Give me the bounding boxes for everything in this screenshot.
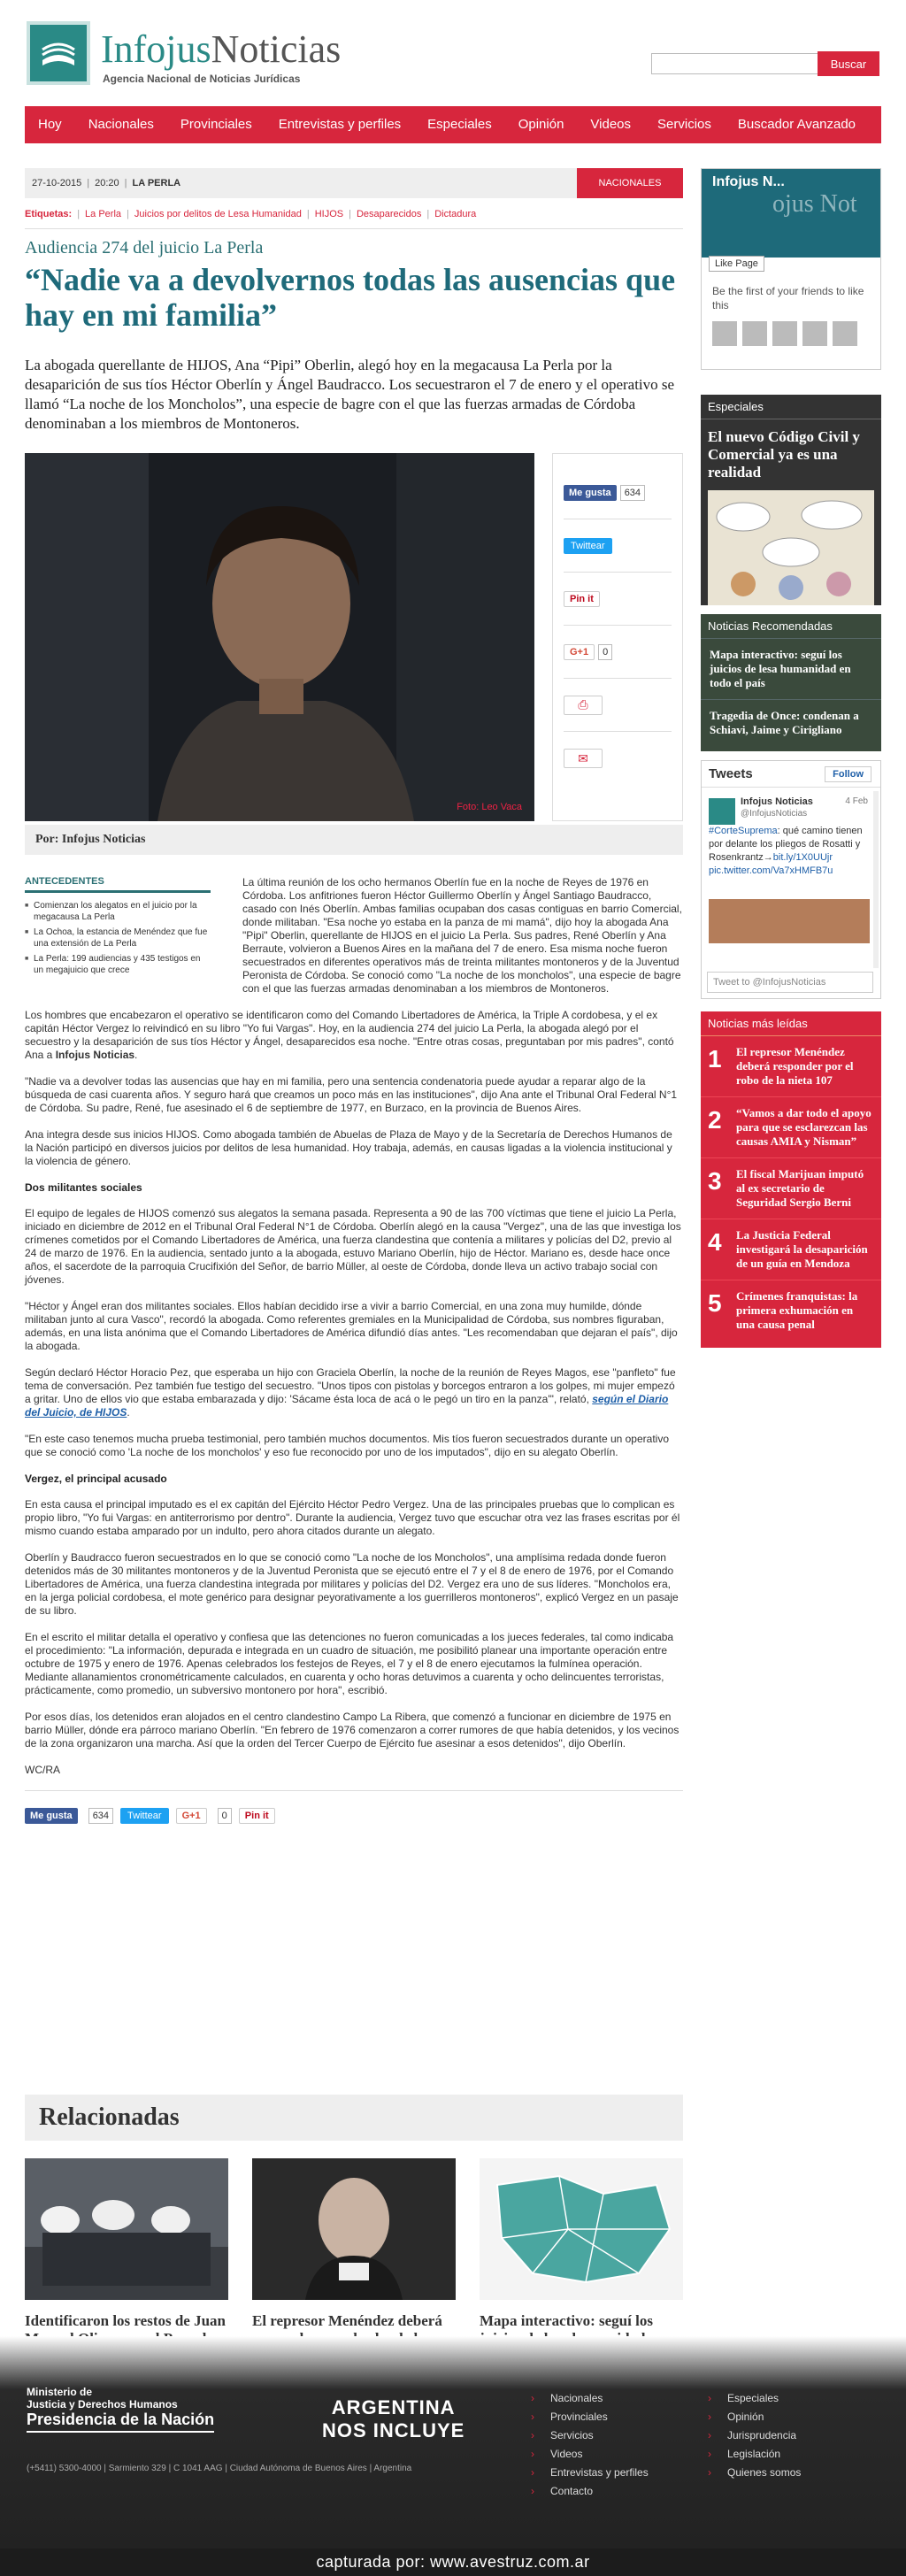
related-title: Relacionadas — [25, 2095, 683, 2141]
article-byline: Por: Infojus Noticias — [25, 825, 683, 855]
photo-credit: Foto: Leo Vaca — [457, 802, 522, 812]
tweet-body: : qué camino tienen por delante los pliegos de Rosatti y Rosenkrantz→ — [709, 826, 863, 863]
article-paragraph: "En este caso tenemos mucha prueba testimonial, pero también muchos documentos. Mis tíos fueron secuestrados durante un operativo que se conoció como 'La noche de los moncholos' y eso fue reconocido por uno de los imputados", dijo en su alegato Oberlín. — [25, 1433, 669, 1458]
tag-separator: | — [349, 209, 351, 219]
related-headline[interactable]: Mapa interactivo: seguí los — [480, 2312, 653, 2329]
argentina-nos-incluye-logo — [322, 2396, 465, 2442]
diario-del-juicio-link[interactable]: según el Diario del Juicio, de HIJOS — [25, 1393, 669, 1419]
footer-address: (+5411) 5300-4000 | Sarmiento 329 | C 1041 AAG | Ciudad Autónoma de Buenos Aires | Argentina — [27, 2464, 412, 2473]
tag-link[interactable]: Dictadura — [434, 209, 477, 219]
article-body — [25, 876, 683, 1826]
tweets-title: Tweets — [709, 766, 753, 781]
nav-servicios[interactable]: Servicios — [657, 117, 711, 132]
twitter-follow-button[interactable]: Follow — [825, 766, 871, 782]
share-email — [564, 732, 672, 785]
nav-entrevistas[interactable]: Entrevistas y perfiles — [278, 117, 402, 132]
related-headline[interactable]: El represor Menéndez deberá — [252, 2312, 442, 2329]
article-paragraph: Por esos días, los detenidos eran alojados en el centro clandestino Campo La Ribera, que comenzó a funcionar en diciembre de 1975 en barrio Müller, dónde era párroco mariano Oberlín. "En febrero de 1976 comenzaron a correr rumores de que había detenidos, y los vecinos de la zona organizaron una marcha. Así que la orden del Tercer Cuerpo de Ejército fue asesinar a esos detenidos", dijo Oberlín. — [25, 1711, 680, 1749]
footer-links-col2 — [708, 2389, 885, 2501]
paragraph-text: Según declaró Héctor Horacio Pez, que esperaba un hijo con Graciela Oberlín, la noche de la reunión de Reyes Magos, ese "panfleto" fue tema de conversación. Pez también fue testigo del secuestro. "Unos tipos con pistolas y borcegos entraron a los golpes, mi mujer empezó a gritar. Uno de ellos vio que estaba embarazada y dijo: 'Sácame ésta loca de acá o le pegó un tiro en la panza'", relató, — [25, 1366, 676, 1405]
footer-link[interactable]: › Especiales — [708, 2389, 885, 2408]
mas-leida-headline[interactable]: El represor Menéndez deberá responder por el robo de la nieta 107 — [736, 1045, 854, 1087]
article-paragraph: "Héctor y Ángel eran dos militantes sociales. Ellos habían decidido irse a vivir a barrio Comercial, en una zona muy humilde, dónde militaban junto al cura Vasco", recordó la abogada. Como referentes gremiales en la Municipalidad de Córdoba, sus nombres figuraban, además, en una lista anónima que el Comando Libertadores de América difundió días antes. "Les recomendaban que dejaran el país", dijo la abogada. — [25, 1300, 678, 1352]
tag-separator: | — [77, 209, 81, 219]
twitter-scrollbar[interactable] — [873, 791, 879, 968]
article-meta-bar — [25, 168, 683, 198]
footer-link[interactable]: › Jurisprudencia — [708, 2426, 885, 2445]
meta-separator: | — [87, 178, 90, 188]
nav-nacionales[interactable]: Nacionales — [88, 117, 154, 132]
facebook-widget-text: Be the first of your friends to like this — [712, 285, 864, 311]
related-headline[interactable]: Identificaron los restos de Juan — [25, 2312, 226, 2329]
logo-infojus: Infojus — [101, 27, 211, 71]
site-logo[interactable] — [27, 21, 380, 92]
divider — [25, 228, 683, 229]
tweet-text — [709, 825, 868, 878]
gplus-button[interactable]: G+1 — [564, 644, 595, 660]
ministerio-line1: Ministerio de — [27, 2386, 93, 2398]
paragraph-bold: Infojus Noticias — [55, 1049, 135, 1061]
search-button[interactable]: Buscar — [818, 51, 879, 76]
mas-leida-item[interactable] — [701, 1158, 881, 1219]
site-header — [0, 0, 906, 106]
argentina-line1: ARGENTINA — [331, 2396, 456, 2418]
article-paragraph: Oberlín y Baudracco fueron secuestrados en lo que se conoció como "La noche de los Moncholos", una amplísima redada donde fueron detenidos más de 30 militantes montoneros y de la Juventud Peronista que se ejecutó entre el 7 y el 8 de enero de 1976, por el Comando Libertadores de América, una fuerza clandestina integrada por militares y policías del D2. Vergez era uno de sus líderes. "Moncholos era, en la jerga policial cordobesa, el mote genérico para designar peyorativamente a los guerrilleros montoneros", explicó Vergez en un pasaje de su libro. — [25, 1551, 679, 1617]
recomendada-link[interactable]: Mapa interactivo: seguí los juicios de lesa humanidad en todo el país — [701, 639, 881, 700]
tag-link[interactable]: Juicios por delitos de Lesa Humanidad — [134, 209, 302, 219]
share-print — [564, 679, 672, 732]
facebook-like-button[interactable]: Me gusta — [564, 485, 617, 501]
pinterest-button[interactable]: Pin it — [564, 591, 600, 607]
sidebar — [701, 168, 881, 1348]
nav-opinion[interactable]: Opinión — [518, 117, 564, 132]
recomendada-link[interactable]: Tragedia de Once: condenan a Schiavi, Jaime y Cirigliano — [710, 709, 859, 736]
logo-book-icon — [27, 21, 90, 85]
ministerio-logo[interactable] — [27, 2386, 178, 2411]
especiales-title: Especiales — [701, 395, 881, 419]
paragraph-text: . — [134, 1049, 138, 1061]
share-gplus — [564, 626, 672, 679]
article-subheading: Vergez, el principal acusado — [25, 1473, 167, 1485]
facebook-cover — [702, 169, 880, 258]
related-card[interactable] — [25, 2158, 228, 2365]
friend-avatar — [742, 321, 767, 346]
article-paragraph: En esta causa el principal imputado es el ex capitán del Ejército Héctor Pedro Vergez. Una de las principales pruebas que lo complican es propio libro, "Yo fui Vargas: en antiterrorismo por dentro". Durante la audiencia, Vergez tuvo que escuchar otra vez las frases escritas por él mismo cuando estaba amparado por un indulto, pero ahora citados durante un alegato. — [25, 1498, 680, 1537]
related-image[interactable] — [252, 2158, 456, 2300]
tweet-hashtag[interactable]: #CorteSuprema — [709, 826, 778, 836]
facebook-like-page-button[interactable]: Like Page — [709, 256, 764, 272]
gplus-count: 0 — [598, 644, 612, 660]
mas-leida-rank: 1 — [708, 1045, 722, 1073]
twitter-widget — [701, 760, 881, 999]
argentina-line2: NOS INCLUYE — [322, 2419, 465, 2441]
antecedentes-box — [25, 876, 211, 980]
friend-avatar — [712, 321, 737, 346]
footer-link[interactable]: › Opinión — [708, 2408, 885, 2426]
article-paragraph: "Nadie va a devolver todas las ausencias que hay en mi familia, pero una sentencia condenatoria puede ayudar a reparar algo de la búsqueda de casi cuarenta años. Y seguro hará que creamos un poco más en las instituciones", dijo Ana ante el Tribunal Oral Federal N°1 de Córdoba. Su padre, René, fue asesinado el 6 de septiembre de 1977, en Burzaco, en la provincia de Buenos Aires. — [25, 1075, 678, 1114]
recomendadas-title: Noticias Recomendadas — [701, 614, 881, 639]
related-image[interactable] — [480, 2158, 683, 2300]
section-badge[interactable]: NACIONALES — [577, 168, 683, 198]
logo-wordmark — [101, 28, 341, 71]
article-paragraph: El equipo de legales de HIJOS comenzó sus alegatos la semana pasada. Representa a 90 de las 700 víctimas que tiene el juicio La Perla, iniciado en diciembre de 2012 en el Tribunal Oral Federal N°1 de Córdoba. Oberlín alegó en la causa "Vergez", una de las que investiga los crímenes cometidos por el Comando Libertadores de América, una fuerza clandestina que contenía a militares y policías del D2, previo al 24 de marzo de 1976. En la audiencia, sentado junto a la abogada, estuvo Mariano Oberlín, hijo de Héctor. Mariano es, desde hace once años, el sacerdote de la parroquia Crucifixión del Señor, de barrio Müller, al oeste de Córdoba, donde lleva un activo trabajo social con jóvenes. — [25, 1207, 681, 1286]
facebook-like-button[interactable]: Me gusta — [25, 1808, 78, 1824]
related-grid — [25, 2158, 683, 2365]
facebook-like-count: 634 — [88, 1808, 113, 1824]
mas-leida-headline[interactable]: El fiscal Marijuan imputó al ex secretario de Seguridad Sergio Berni — [736, 1167, 864, 1209]
mas-leida-headline[interactable]: La Justicia Federal investigará la desaparición de un guía en Mendoza — [736, 1228, 868, 1270]
article-tags — [25, 209, 683, 219]
facebook-page-name[interactable]: Infojus N... — [712, 174, 785, 189]
article-signature: WC/RA — [25, 1764, 60, 1776]
footer-link[interactable]: › Contacto — [531, 2482, 708, 2501]
pinterest-button[interactable]: Pin it — [239, 1808, 275, 1824]
share-column — [552, 453, 683, 821]
article-kicker: Audiencia 274 del juicio La Perla — [25, 238, 264, 258]
especiales-box — [701, 395, 881, 605]
mas-leida-headline[interactable]: Crímenes franquistas: la primera exhumación en una causa penal — [736, 1289, 858, 1331]
tag-separator: | — [426, 209, 430, 219]
footer-link[interactable]: › Entrevistas y perfiles — [531, 2464, 708, 2482]
mas-leida-rank: 4 — [708, 1228, 722, 1256]
footer-links-col1 — [531, 2389, 708, 2501]
mas-leida-item[interactable] — [701, 1219, 881, 1280]
paragraph-text: . — [127, 1406, 130, 1419]
facebook-widget — [701, 168, 881, 370]
tags-label: Etiquetas: — [25, 209, 73, 219]
article-paragraph: La última reunión de los ocho hermanos Oberlín fue en la noche de Reyes de 1976 en Córdoba. Los anfitriones fueron Héctor Guillermo Oberlín y Ángel Santiago Baudracco, casado con Inés Oberlín. Ambas familias ocupaban dos casas contiguas en barrio Comercial, donde militaban. "Esa noche yo estaba en la panza de mi mamá", dijo hoy la abogada Ana "Pipi" Oberlin, querellante de HIJOS en el juicio La Perla. Sus padres, René Oberlín y Ana Berraute, volvieron a Buenos Aires en la mañana del 7 de enero. Esa misma noche fueron secuestrados en diferentes operativos más de treinta militantes montoneros y de la Juventud Peronista de Córdoba. Se conoció como "La noche de los moncholos", una especie de bagre con el que las fuerzas armadas denominaban a los miembros de Montoneros. — [242, 876, 682, 995]
site-footer — [0, 2336, 906, 2549]
nav-buscador[interactable]: Buscador Avanzado — [737, 117, 856, 132]
nav-especiales[interactable]: Especiales — [427, 117, 492, 132]
related-image[interactable] — [25, 2158, 228, 2300]
article-headline: “Nadie va a devolvernos todas las ausencias que hay en mi familia” — [25, 262, 676, 333]
mas-leida-item[interactable] — [701, 1097, 881, 1158]
friend-avatar — [772, 321, 797, 346]
tweet-link[interactable]: bit.ly/1X0UUjr pic.twitter.com/Va7xHMFB7u — [709, 852, 833, 876]
twitter-widget-header — [702, 761, 880, 788]
meta-separator: | — [124, 178, 127, 188]
footer-links — [531, 2389, 885, 2501]
recomendadas-box — [701, 614, 881, 751]
paragraph-text: Los hombres que encabezaron el operativo se identificaron como del Comando Libertadores de América, la Triple A cordobesa, y el ex capitán Héctor Vergez lo reivindicó en su libro "Yo fui Vargas". Hoy, en la audiencia 274 del juicio La Perla, la abogada alegó por el secuestro y la desaparición de sus tíos Héctor y Ángel, desaparecidos esa noche. "Entre otras cosas, preguntaban por mis padres", contó Ana a — [25, 1009, 674, 1061]
mas-leida-item[interactable] — [701, 1036, 881, 1097]
antecedente-link[interactable]: ■ La Perla: 199 audiencias y 435 testigos en un megajuicio que crece — [25, 953, 211, 976]
logo-noticias: Noticias — [211, 27, 342, 71]
tweet-avatar[interactable] — [709, 798, 735, 825]
footer-link[interactable]: › Provinciales — [531, 2408, 708, 2426]
tag-link[interactable]: HIJOS — [314, 209, 344, 219]
mas-leida-headline[interactable]: “Vamos a dar todo el apoyo para que se esclarezcan las causas AMIA y Nisman” — [736, 1106, 871, 1148]
article-lead: La abogada querellante de HIJOS, Ana “Pipi” Oberlin, alegó hoy en la megacausa La Perla por la desaparición de sus tíos Héctor Oberlín y Ángel Baudracco. Los secuestraron el 7 de enero y el operativo se llamó “La noche de los Moncholos”, una especie de bagre con el que las fuerzas armadas de Córdoba denominaban a los miembros de Montoneros. — [25, 357, 675, 432]
article-paragraph — [25, 1366, 683, 1419]
logo-subtitle: Agencia Nacional de Noticias Jurídicas — [103, 73, 301, 85]
gplus-count: 0 — [218, 1808, 232, 1824]
footer-link[interactable]: › Nacionales — [531, 2389, 708, 2408]
article-column — [25, 168, 683, 1826]
footer-link[interactable]: › Quienes somos — [708, 2464, 885, 2482]
antecedentes-title: ANTECEDENTES — [25, 876, 211, 893]
friend-avatar — [802, 321, 827, 346]
mas-leida-rank: 2 — [708, 1106, 722, 1134]
mas-leidas-title: Noticias más leídas — [701, 1011, 881, 1036]
tweet-author[interactable]: Infojus Noticias — [741, 796, 813, 807]
twitter-share-button[interactable]: Twittear — [564, 538, 612, 554]
ministerio-line2: Justicia y Derechos Humanos — [27, 2398, 178, 2411]
email-icon[interactable]: ✉ — [564, 749, 603, 768]
tweet-to-input[interactable]: Tweet to @InfojusNoticias — [707, 972, 873, 993]
footer-link[interactable]: › Legislación — [708, 2445, 885, 2464]
footer-link[interactable]: › Videos — [531, 2445, 708, 2464]
nav-hoy[interactable]: Hoy — [38, 117, 62, 132]
antecedente-link[interactable]: ■ La Ochoa, la estancia de Menéndez que fue una extensión de La Perla — [25, 927, 211, 950]
nav-videos[interactable]: Videos — [590, 117, 632, 132]
mas-leidas-box — [701, 1011, 881, 1348]
tag-separator: | — [127, 209, 129, 219]
main-nav — [25, 106, 881, 143]
share-pinterest — [564, 573, 672, 626]
especiales-image[interactable] — [708, 490, 874, 605]
facebook-cover-text: ojus Not — [772, 190, 857, 218]
presidencia-logo[interactable]: Presidencia de la Nación — [27, 2411, 214, 2433]
article-date: 27-10-2015 — [32, 178, 82, 188]
article-paragraph: Ana integra desde sus inicios HIJOS. Como abogada también de Abuelas de Plaza de Mayo y de la Secretaría de Derechos Humanos de la Nación participó en diversos juicios por delitos de lesa humanidad. Hoy trabaja, además, en causas ligadas a la violencia institucional y la violencia de género. — [25, 1128, 672, 1167]
related-card[interactable] — [480, 2158, 683, 2365]
mas-leida-item[interactable] — [701, 1280, 881, 1341]
friend-avatar — [833, 321, 857, 346]
antecedente-link[interactable]: ■ Comienzan los alegatos en el juicio por la megacausa La Perla — [25, 900, 211, 923]
gplus-button[interactable]: G+1 — [176, 1808, 207, 1824]
tag-link[interactable]: La Perla — [85, 209, 122, 219]
facebook-like-count: 634 — [620, 485, 645, 501]
tag-link[interactable]: Desaparecidos — [356, 209, 422, 219]
tweet-image[interactable] — [709, 899, 870, 943]
facebook-friends — [712, 321, 863, 346]
share-bar-bottom — [25, 1790, 683, 1826]
capture-credit: capturada por: www.avestruz.com.ar — [0, 2549, 906, 2576]
article-photo[interactable] — [25, 453, 534, 821]
related-section — [25, 2095, 683, 2365]
especiales-headline[interactable]: El nuevo Código Civil y Comercial ya es una realidad — [708, 428, 860, 481]
article-paragraph: En el escrito el militar detalla el operativo y confiesa que las detenciones no fueron comunicadas a los jueces federales, tal como indicaba el procedimiento: "La información, depurada e integrada en un cuadro de situación, me posibilitó planear una importante operación entre octubre de 1975 y enero de 1976. Apenas celebrados los festejos de Reyes, el 7 y el 8 de enero ejecutamos la fulmínea operación. Mediante allanamientos cronométricamente calculados, en cuarenta y ocho horas detuvimos a cuarenta y ocho delincuentes terroristas, prácticamente, como promedio, un subversivo montonero por hora", escribió. — [25, 1631, 674, 1696]
twitter-share-button[interactable]: Twittear — [120, 1808, 169, 1824]
mas-leida-rank: 5 — [708, 1289, 722, 1317]
tag-separator: | — [306, 209, 310, 219]
mas-leida-rank: 3 — [708, 1167, 722, 1195]
article-place: LA PERLA — [132, 178, 181, 188]
article-time: 20:20 — [95, 178, 119, 188]
share-twitter — [564, 519, 672, 573]
share-facebook — [564, 466, 672, 519]
related-card[interactable] — [252, 2158, 456, 2365]
article-paragraph — [25, 1009, 683, 1062]
article-subheading: Dos militantes sociales — [25, 1181, 142, 1194]
footer-link[interactable]: › Servicios — [531, 2426, 708, 2445]
nav-provinciales[interactable]: Provinciales — [180, 117, 252, 132]
tweet-date[interactable]: 4 Feb — [845, 796, 868, 806]
tweet-handle[interactable]: @InfojusNoticias — [741, 809, 808, 819]
media-row — [25, 453, 683, 825]
print-icon[interactable]: ⎙ — [564, 696, 603, 715]
